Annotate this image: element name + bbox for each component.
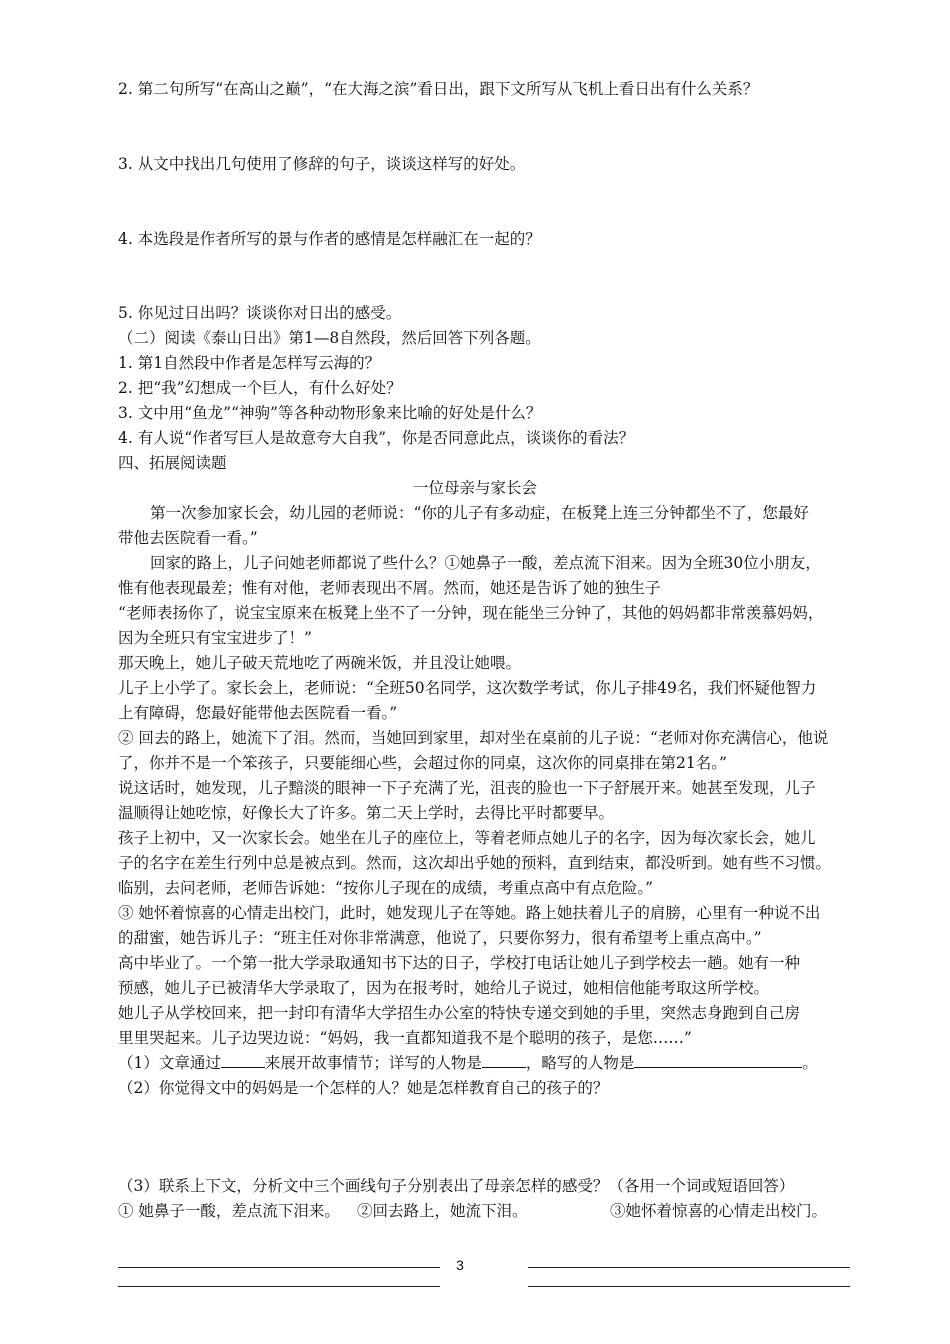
passage-line: 惟有他表现最差；惟有对他，老师表现出不屑。然而，她还是告诉了她的独生子 <box>118 579 661 597</box>
section-2-question-3: 3. 文中用“鱼龙”“神驹”等各种动物形象来比喻的好处是什么？ <box>118 404 542 422</box>
passage-line: 的甜蜜，她告诉儿子：“班主任对你非常满意，他说了，只要你努力，很有希望考上重点高中。” <box>118 929 762 947</box>
underlined-sentence-1: ① 她鼻子一酸，差点流下泪来。 <box>118 1202 340 1220</box>
footer-rule-left-bottom <box>118 1286 440 1287</box>
passage-line: 儿子上小学了。家长会上，老师说：“全班50名同学，这次数学考试，你儿子排49名，我们怀疑他智力 <box>118 679 817 697</box>
page-number: 3 <box>456 1257 464 1273</box>
section-2-question-1: 1. 第1自然段中作者是怎样写云海的？ <box>118 354 381 372</box>
passage-line: 温顺得让她吃惊，好像长大了许多。第二天上学时，去得比平时都要早。 <box>118 804 615 822</box>
passage-line: 高中毕业了。一个第一批大学录取通知书下达的日子，学校打电话让她儿子到学校去一趟。她有一种 <box>118 954 801 972</box>
underlined-sentence-3: ③她怀着惊喜的心情走出校门。 <box>610 1202 828 1220</box>
passage-line: “老师表扬你了，说宝宝原来在板凳上坐不了一分钟，现在能坐三分钟了，其他的妈妈都非常羡慕妈妈， <box>118 604 824 622</box>
answer-1 <box>118 1053 858 1073</box>
passage-line: 第一次参加家长会，幼儿园的老师说：“你的儿子有多动症，在板凳上连三分钟都坐不了，您最好 <box>150 504 809 522</box>
question-4: 4. 本选段是作者所写的景与作者的感情是怎样融汇在一起的？ <box>118 230 541 248</box>
passage-line: 说这话时，她发现，儿子黯淡的眼神一下子充满了光，沮丧的脸也一下子舒展开来。她甚至发现，儿子 <box>118 779 816 797</box>
passage-line: 里里哭起来。儿子边哭边说：“妈妈，我一直都知道我不是个聪明的孩子，是您……” <box>118 1029 692 1047</box>
section-2-heading: （二）阅读《泰山日出》第1—8自然段，然后回答下列各题。 <box>118 329 541 347</box>
passage-title: 一位母亲与家长会 <box>412 479 537 497</box>
passage-line: ② 回去的路上，她流下了泪。然而，当她回到家里，却对坐在桌前的儿子说：“老师对你充满信心，他说 <box>118 729 829 747</box>
answer-2: （2）你觉得文中的妈妈是一个怎样的人？她是怎样教育自己的孩子的？ <box>118 1079 609 1097</box>
passage-line: 带他去医院看一看。” <box>118 529 258 547</box>
passage-line: 她儿子从学校回来，把一封印有清华大学招生办公室的特快专递交到她的手里，突然志身跑到自己房 <box>118 1004 801 1022</box>
passage-line: 孩子上初中，又一次家长会。她坐在儿子的座位上，等着老师点她儿子的名字，因为每次家长会，她儿 <box>118 829 816 847</box>
answer-1-text: 来展开故事情节；详写的人物是 <box>264 1054 482 1072</box>
passage-line: 了，你并不是一个笨孩子，只要能细心些，会超过你的同桌，这次你的同桌排在第21名。” <box>118 754 727 772</box>
underlined-sentence-2: ②回去路上，她流下泪。 <box>357 1202 528 1220</box>
passage-line: 那天晚上，她儿子破天荒地吃了两碗米饭，并且没让她喂。 <box>118 654 522 672</box>
footer-rule-right-top <box>528 1267 850 1268</box>
answer-blank[interactable] <box>482 1053 526 1068</box>
passage-line: 子的名字在差生行列中总是被点到。然而，这次却出乎她的预料，直到结束，都没听到。她有些不习惯。 <box>118 854 832 872</box>
answer-3: （3）联系上下文，分析文中三个画线句子分别表出了母亲怎样的感受？（各用一个词或短语回答） <box>118 1177 795 1195</box>
answer-1-text: （1）文章通过 <box>118 1054 221 1072</box>
question-5: 5. 你见过日出吗？谈谈你对日出的感受。 <box>118 304 402 322</box>
passage-line: 回家的路上，儿子问她老师都说了些什么？①她鼻子一酸，差点流下泪来。因为全班30位小朋友， <box>150 554 821 572</box>
answer-1-text: 。 <box>802 1054 818 1072</box>
section-4-heading: 四、拓展阅读题 <box>118 454 227 472</box>
question-2: 2. 第二句所写“在高山之巅”，“在大海之滨”看日出，跟下文所写从飞机上看日出有什么关系？ <box>118 80 759 98</box>
footer-rule-right-bottom <box>528 1286 850 1287</box>
passage-line: 上有障碍，您最好能带他去医院看一看。” <box>118 704 398 722</box>
answer-1-text: ，略写的人物是 <box>525 1054 635 1072</box>
passage-line: ③ 她怀着惊喜的心情走出校门，此时，她发现儿子在等她。路上她扶着儿子的肩膀，心里有一种说不出 <box>118 904 821 922</box>
answer-blank[interactable] <box>634 1053 802 1068</box>
section-2-question-2: 2. 把“我”幻想成一个巨人，有什么好处？ <box>118 379 402 397</box>
section-2-question-4: 4. 有人说“作者写巨人是故意夸大自我”，你是否同意此点，谈谈你的看法？ <box>118 429 635 447</box>
question-3: 3. 从文中找出几句使用了修辞的句子，谈谈这样写的好处。 <box>118 155 526 173</box>
passage-line: 临别，去问老师，老师告诉她：“按你儿子现在的成绩，考重点高中有点危险。” <box>118 879 654 897</box>
passage-line: 预感，她儿子已被清华大学录取了，因为在报考时，她给儿子说过，她相信他能考取这所学校。 <box>118 979 770 997</box>
passage-line: 因为全班只有宝宝进步了！” <box>118 629 312 647</box>
answer-blank[interactable] <box>221 1053 265 1068</box>
footer-rule-left-top <box>118 1267 440 1268</box>
